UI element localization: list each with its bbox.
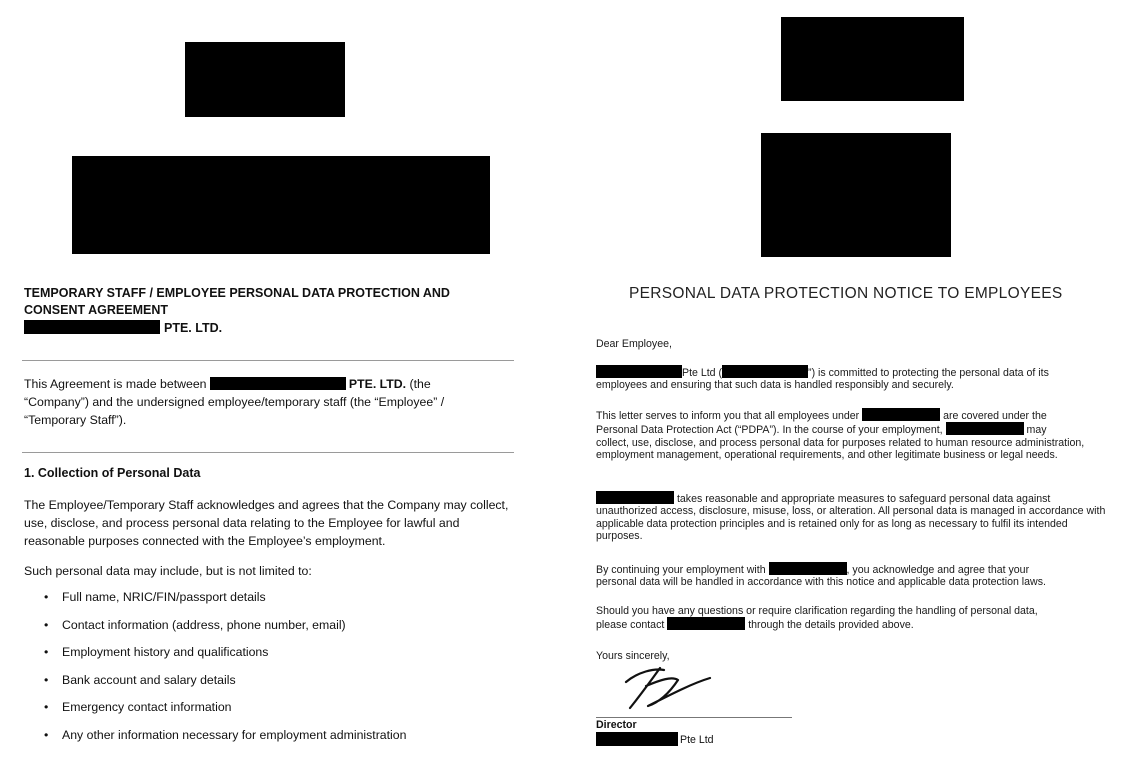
text: takes reasonable and appropriate measures to safeguard personal data against [674,493,1051,505]
intro-text: “Temporary Staff”). [24,413,127,427]
redacted-logo [185,42,345,117]
agreement-title: TEMPORARY STAFF / EMPLOYEE PERSONAL DATA PROTECTION AND CONSENT AGREEMENT [24,286,450,317]
section-heading: 1. Collection of Personal Data [24,466,201,480]
text: please contact [596,619,668,632]
personal-data-list [44,588,406,753]
redacted-company-name [596,732,678,746]
divider [22,452,514,453]
text: By continuing your employment with [596,564,769,576]
list-item: • Full name, NRIC/FIN/passport details [44,588,406,616]
intro-company-suffix: PTE. LTD. [348,377,407,391]
redacted-company-name [946,422,1024,435]
paragraph-3 [596,491,1116,543]
redacted-company-name [862,408,940,421]
text: Personal Data Protection Act (“PDPA”). In the course of your employment, [596,424,946,437]
divider [22,360,514,361]
list-item: • Bank account and salary details [44,671,406,699]
text: This letter serves to inform you that all employees under [596,410,863,422]
text: may [1023,424,1047,437]
redacted-company-name [769,562,847,575]
text: personal data will be handled in accordance with this notice and applicable data protection laws. [596,576,1046,589]
paragraph-4 [596,562,1116,589]
closing: Yours sincerely, [596,650,670,662]
redacted-letterhead [761,133,951,257]
text: ”) is committed to protecting the personal data of its [808,367,1049,379]
text: collect, use, disclose, and process personal data for purposes related to human resource administration, employment management, operational requirements, and other legitimate business or legal needs. [596,436,1085,462]
list-item: • Emergency contact information [44,698,406,726]
redacted-company-name [596,365,682,378]
redacted-logo [781,17,964,101]
notice-title: PERSONAL DATA PROTECTION NOTICE TO EMPLOYEES [629,285,1063,302]
signatory-title: Director [596,719,637,731]
text: , you acknowledge and agree that your [846,564,1030,576]
handwritten-signature [620,662,716,714]
paragraph-2 [596,408,1116,462]
paragraph-5 [596,605,1116,632]
text: through the details provided above. [745,619,914,632]
intro-text: This Agreement is made between [24,377,210,391]
redacted-company-name [24,320,160,334]
paragraph-1 [596,365,1116,392]
redacted-company-name [210,377,346,390]
company-line [24,320,504,337]
redacted-company-name [667,617,745,630]
list-item: • Contact information (address, phone number, email) [44,616,406,644]
list-item: • Any other information necessary for employment administration [44,726,406,754]
text: Pte Ltd ( [682,367,723,379]
section-body: The Employee/Temporary Staff acknowledges and agrees that the Company may collect, use, disclose, and process personal data relating to the Employee for lawful and reasonable purposes connected with the Employee’s employment. [24,498,509,548]
left-document [0,0,560,760]
intro-paragraph [24,375,514,429]
company-suffix: PTE. LTD. [164,321,223,335]
text: Should you have any questions or require clarification regarding the handling of personal data, [596,605,1038,617]
text: are covered under the [940,410,1047,422]
text: unauthorized access, disclosure, misuse, loss, or alteration. All personal data is managed in accordance with applicable data protection principles and is retained only for as long as necessary to fulfil its intended purposes. [596,505,1106,543]
signature-line [596,717,792,718]
redacted-letterhead [72,156,490,254]
intro-text: (the [406,377,431,391]
right-document [570,0,1140,760]
redacted-company-name [596,491,674,504]
intro-text: “Company”) and the undersigned employee/temporary staff (the “Employee” / [24,395,445,409]
list-item: • Employment history and qualifications [44,643,406,671]
company-suffix: Pte Ltd [680,734,714,746]
signatory-company [596,732,714,746]
text: employees and ensuring that such data is handled responsibly and securely. [596,379,954,392]
list-intro: Such personal data may include, but is not limited to: [24,564,312,578]
salutation: Dear Employee, [596,338,672,350]
redacted-company-short [722,365,808,378]
